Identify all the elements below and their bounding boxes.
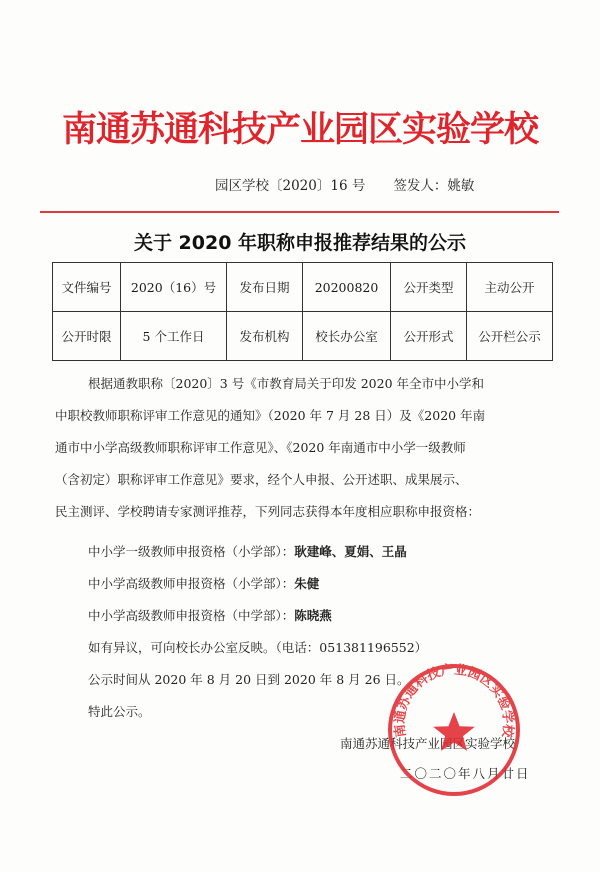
- seal-text: 南通苏通科技产业园区实验学校: [392, 662, 516, 739]
- table-cell-label: 公开时限: [53, 312, 121, 361]
- qualification-label: 中小学高级教师申报资格（中学部）：: [88, 608, 295, 623]
- table-cell-value: 公开栏公示: [467, 312, 553, 361]
- doc-header-line: [215, 174, 474, 194]
- document-meta-table: [52, 262, 553, 361]
- qualification-item: [88, 542, 586, 560]
- body-paragraph-line: 民主测评、学校聘请专家测评推荐，下列同志获得本年度相应职称申报资格：: [55, 504, 481, 519]
- qualification-names: 陈晓燕: [294, 608, 332, 623]
- qualification-label: 中小学一级教师申报资格（小学部）：: [88, 544, 295, 559]
- closing-line: 特此公示。: [88, 704, 151, 719]
- table-cell-label: 公开形式: [391, 312, 467, 361]
- signer: 签发人：姚敏: [393, 178, 475, 194]
- table-cell-label: 发布日期: [227, 263, 303, 312]
- signature-date: 二〇二〇年八月廿日: [400, 766, 531, 781]
- org-title: 南通苏通科技产业园区实验学校: [61, 109, 538, 150]
- body-paragraph-line: 通市中小学高级教师职称评审工作意见》、《2020 年南通市中小学一级教师: [55, 440, 466, 455]
- table-row: [53, 312, 553, 361]
- official-seal-icon: [384, 660, 524, 800]
- table-cell-value: 校长办公室: [303, 312, 391, 361]
- body-paragraph-line: （含初定）职称评审工作意见》要求，经个人申报、公开述职、成果展示、: [55, 472, 468, 487]
- table-cell-value: 20200820: [303, 263, 391, 312]
- seal-star-icon: [433, 712, 475, 751]
- publicity-period: 公示时间从 2020 年 8 月 20 日到 2020 年 8 月 26 日。: [88, 672, 410, 687]
- body-paragraph-line: 根据通教职称〔2020〕3 号《市教育局关于印发 2020 年全市中小学和: [88, 376, 484, 391]
- objection-note: 如有异议，可向校长办公室反映。（电话：051381196552）: [88, 640, 428, 655]
- table-cell-value: 主动公开: [467, 263, 553, 312]
- qualification-item: [88, 606, 586, 624]
- doc-number: 园区学校〔2020〕16 号: [215, 178, 366, 194]
- red-divider: [40, 211, 559, 213]
- table-cell-label: 公开类型: [391, 263, 467, 312]
- notice-title: 关于 2020 年职称申报推荐结果的公示: [133, 232, 467, 254]
- qualification-item: [88, 574, 586, 592]
- table-cell-value: 2020（16）号: [121, 263, 227, 312]
- body-paragraph-line: 中职校教师职称评审工作意见的通知》（2020 年 7 月 28 日）及《2020 年南: [55, 408, 486, 423]
- qualification-label: 中小学高级教师申报资格（小学部）：: [88, 576, 295, 591]
- table-cell-value: 5 个工作日: [121, 312, 227, 361]
- signature-org: 南通苏通科技产业园区实验学校: [340, 736, 516, 751]
- qualification-names: 耿建峰、夏娟、王晶: [294, 544, 407, 559]
- qualification-names: 朱健: [294, 576, 320, 591]
- table-cell-label: 文件编号: [53, 263, 121, 312]
- table-cell-label: 发布机构: [227, 312, 303, 361]
- table-row: [53, 263, 553, 312]
